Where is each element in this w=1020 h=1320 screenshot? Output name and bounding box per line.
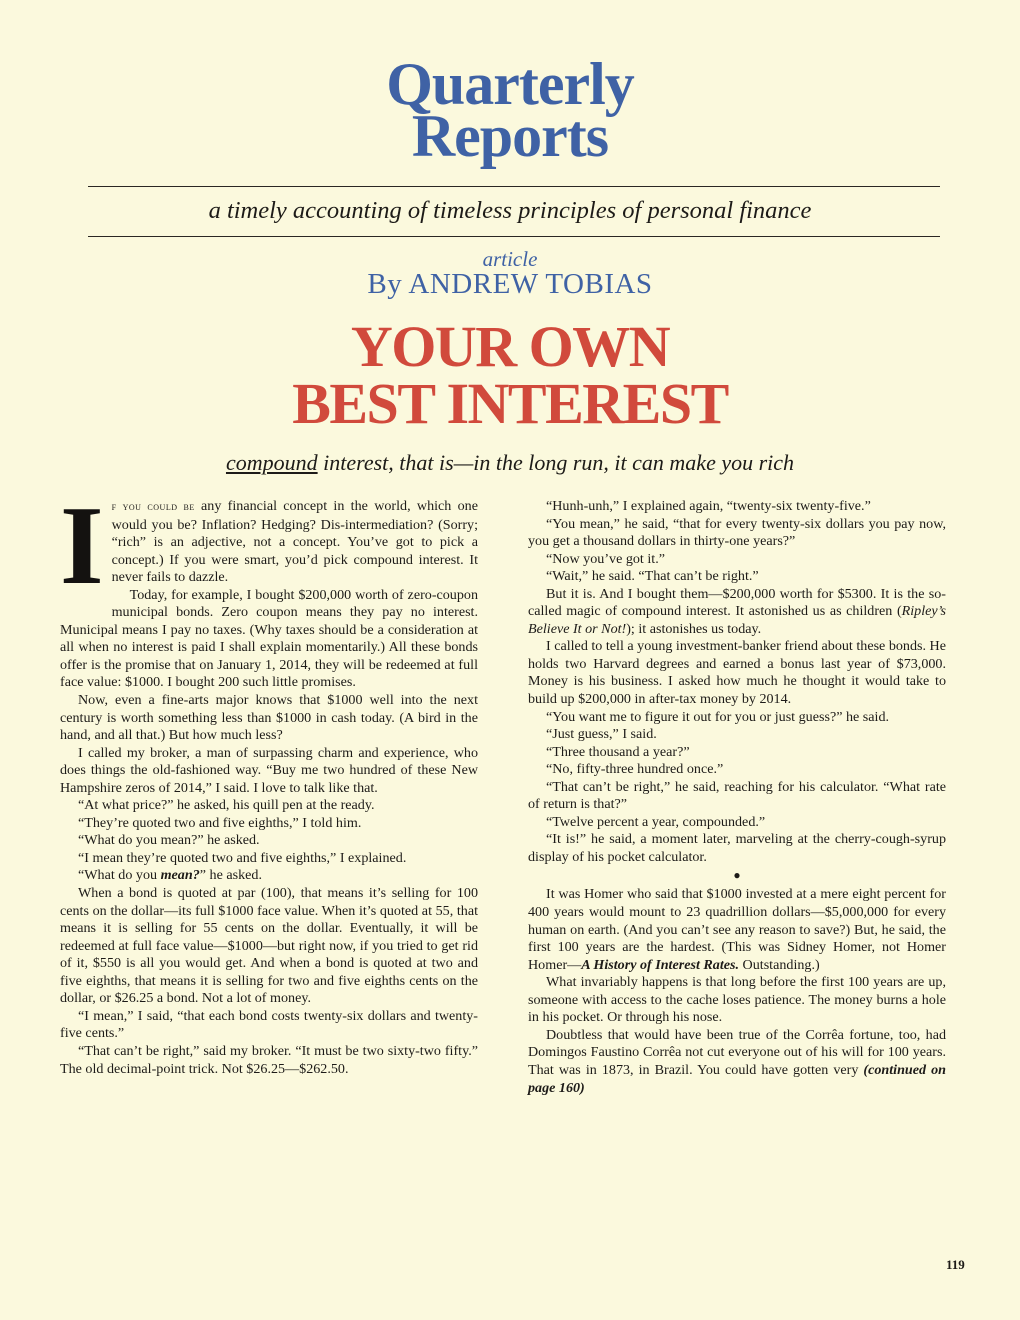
article-dek <box>0 450 1020 476</box>
masthead-title <box>0 51 1020 169</box>
masthead-line-1: Quarterly <box>386 51 634 117</box>
section-tagline: a timely accounting of timeless principles of personal finance <box>208 197 812 224</box>
homer-before: It was Homer who said that $1000 invested at a mere eight percent for 400 years would mount to 23 quadrillion dollars—$5,000,000 for every human on earth. (And you can’t see any reason to save?) But, he said, the first 100 years are the hardest. (This was Sidney Homer, not Homer Homer— <box>528 886 946 973</box>
ripley-after: ); it astonishes us today. <box>626 620 762 637</box>
body-paragraph: I called to tell a young investment-banker friend about these bonds. He holds two Harvard degrees and earned a bonus last year of $73,000. Money is his business. I asked how much he thought it would take to build up $200,000 in after-tax money by 2014. <box>528 638 946 708</box>
body-paragraph: What invariably happens is that long before the first 100 years are up, someone with access to the cache loses patience. The money burns a hole in his pocket. Or through his nose. <box>528 974 946 1026</box>
body-paragraph: “I mean they’re quoted two and five eighths,” I explained. <box>78 849 407 866</box>
ripley-title: Ripley’s Believe It or Not! <box>528 603 946 637</box>
body-paragraph: “No, fifty-three hundred once.” <box>546 761 724 778</box>
body-paragraph: “They’re quoted two and five eighths,” I told him. <box>78 814 362 831</box>
article-headline <box>0 314 1020 436</box>
section-separator-bullet: ● <box>733 868 741 883</box>
body-paragraph <box>528 886 946 974</box>
body-paragraph: “Just guess,” I said. <box>546 726 657 743</box>
lead-paragraph <box>60 484 478 608</box>
body-paragraph: “I mean,” I said, “that each bond costs twenty-six dollars and twenty-five cents.” <box>60 1007 478 1042</box>
body-paragraph: I called my broker, a man of surpassing charm and experience, who does things the old-fashioned way. “Buy me two hundred of these New Hampshire zeros of 2014,” I said. I love to talk like that. <box>60 744 478 796</box>
right-column <box>528 498 946 1097</box>
body-paragraph: “Twelve percent a year, compounded.” <box>546 813 766 830</box>
drop-cap: I <box>60 484 104 608</box>
headline-line-2: BEST INTEREST <box>292 371 728 436</box>
body-paragraph: “That can’t be right,” he said, reaching for his calculator. “What rate of return is that?” <box>528 778 946 813</box>
body-paragraph: “Hunh-unh,” I explained again, “twenty-six twenty-five.” <box>546 498 871 514</box>
body-paragraph: Now, even a fine-arts major knows that $1000 well into the next century is worth something less than $1000 in cash today. (A bird in the hand, and all that.) But how much less? <box>60 692 478 744</box>
homer-title: A History of Interest Rates. <box>581 956 740 973</box>
lead-smallcaps: f you could be <box>111 501 195 513</box>
body-paragraph: “That can’t be right,” said my broker. “It must be two sixty-two fifty.” The old decimal-point trick. Not $26.25—$262.50. <box>60 1042 478 1077</box>
mean-before: “What do you <box>78 867 161 884</box>
body-paragraph: Today, for example, I bought $200,000 worth of zero-coupon municipal bonds. Zero coupon means they pay no interest. Municipal means I pay no taxes. (Why taxes should be a consideration at all when no interest is paid I shall explain momentarily.) All these bonds offer is the promise that on January 1, 2014, they will be redeemed at full face value: $1000. I bought 200 such little promises. <box>60 586 478 691</box>
lead-text: any financial concept in the world, which one would you be? Inflation? Hedging? Dis-intermediation? (Sorry; “rich” is an adjective, not a concept. You’ve got to pick a concept.) If you were smart, you’d pick compound interest. It never fails to dazzle. <box>111 498 478 586</box>
body-paragraph: “It is!” he said, a moment later, marveling at the cherry-cough-syrup display of his pocket calculator. <box>528 831 946 865</box>
left-column <box>60 484 478 1078</box>
body-paragraph: “Wait,” he said. “That can’t be right.” <box>546 568 759 585</box>
bottom-rule <box>88 236 940 237</box>
headline-line-1: YOUR OWN <box>350 314 670 379</box>
body-paragraph <box>528 586 946 639</box>
dek-text: interest, that is—in the long run, it can make you rich <box>317 450 795 475</box>
ripley-before: But it is. And I bought them—$200,000 worth for $5300. It is the so-called magic of compound interest. It astonished us as children ( <box>528 585 946 620</box>
dek-underlined-word: compound <box>225 450 318 475</box>
top-rule <box>88 186 940 187</box>
continued-notice: (continued on page 160) <box>528 1061 947 1096</box>
body-paragraph: When a bond is quoted at par (100), that means it’s selling for 100 cents on the dollar—its full $1000 face value. When it’s quoted at 55, that means it is selling for 55 cents on the dollar. Eventually, it will be redeemed at full face value—$1000—but right now, if you tried to get rid of it, $550 is all you would get. And when a bond is quoted at two and five eighths, that means it is selling for two and five eighths cents on the dollar, or $26.25 a bond. Not a lot of money. <box>60 885 478 1007</box>
body-paragraph: “You want me to figure it out for you or just guess?” he said. <box>546 708 890 725</box>
body-paragraph: “Now you’ve got it.” <box>546 550 665 567</box>
body-paragraph <box>60 867 478 885</box>
body-paragraph: “At what price?” he asked, his quill pen at the ready. <box>78 797 375 814</box>
masthead-line-2: Reports <box>411 103 609 169</box>
last-paragraph-text: Doubtless that would have been true of the Corrêa fortune, too, had Domingos Faustino Corrêa not cut everyone out of his will for 100 years. That was in 1873, in Brazil. You could have gotten very <box>528 1026 946 1078</box>
page-number: 119 <box>946 1257 965 1272</box>
article-kicker: article <box>482 247 538 271</box>
body-paragraph: “Three thousand a year?” <box>546 743 690 760</box>
byline: By ANDREW TOBIAS <box>367 268 653 300</box>
body-paragraph: “What do you mean?” he asked. <box>78 832 260 849</box>
mean-after: ” he asked. <box>199 867 262 884</box>
body-paragraph <box>528 1027 946 1097</box>
body-paragraph: “You mean,” he said, “that for every twenty-six dollars you pay now, you get a thousand dollars in thirty-one years?” <box>528 515 946 550</box>
mean-emphasis: mean? <box>160 867 200 884</box>
homer-after: Outstanding.) <box>739 956 820 973</box>
